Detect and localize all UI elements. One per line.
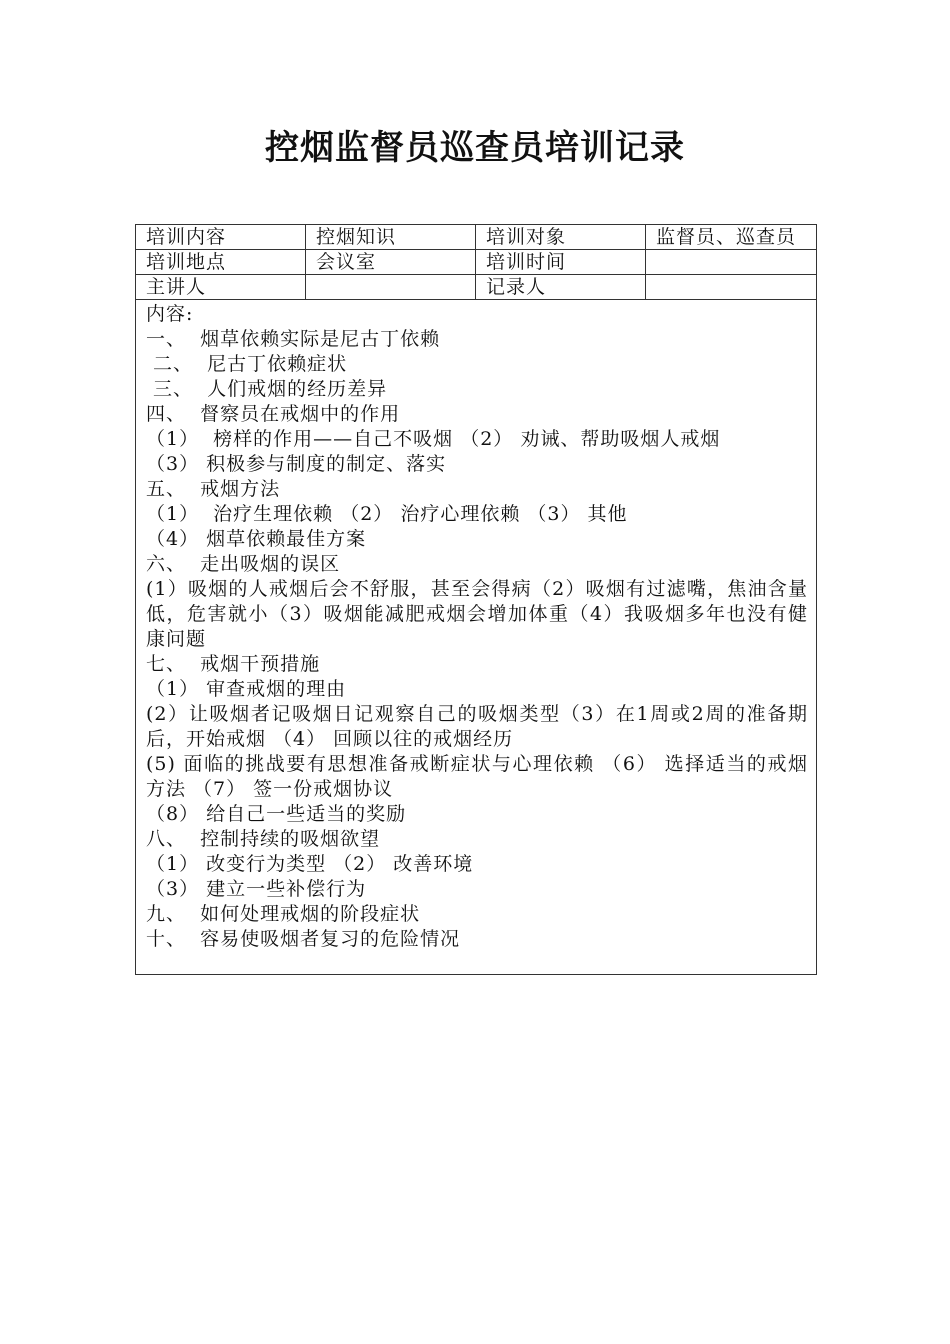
content-cell <box>136 300 817 975</box>
training-content-value: 控烟知识 <box>306 225 476 250</box>
content-line: 三、 人们戒烟的经历差异 <box>146 378 388 400</box>
content-line: 十、 容易使吸烟者复习的危险情况 <box>146 928 461 950</box>
content-line: 一、 烟草依赖实际是尼古丁依赖 <box>146 328 441 350</box>
content-line: (5) 面临的挑战要有思想准备戒断症状与心理依赖 （6） 选择适当的戒烟方法 （7） 签一份戒烟协议 <box>146 753 808 800</box>
training-time-value <box>646 250 817 275</box>
content-line: （3） 建立一些补偿行为 <box>146 878 367 900</box>
recorder-label: 记录人 <box>476 275 646 300</box>
content-line: （1） 治疗生理依赖 （2） 治疗心理依赖 （3） 其他 <box>146 503 628 525</box>
content-line: （3） 积极参与制度的制定、落实 <box>146 453 447 475</box>
content-line: （8） 给自己一些适当的奖励 <box>146 803 407 825</box>
training-content-label: 培训内容 <box>136 225 306 250</box>
training-record-table <box>135 224 817 975</box>
table-row <box>136 300 817 975</box>
content-line: （1） 审查戒烟的理由 <box>146 678 347 700</box>
recorder-value <box>646 275 817 300</box>
content-line: 九、 如何处理戒烟的阶段症状 <box>146 903 421 925</box>
content-line: 五、 戒烟方法 <box>146 478 281 500</box>
table-row <box>136 250 817 275</box>
content-line: 四、 督察员在戒烟中的作用 <box>146 403 401 425</box>
training-target-label: 培训对象 <box>476 225 646 250</box>
speaker-label: 主讲人 <box>136 275 306 300</box>
content-line: 八、 控制持续的吸烟欲望 <box>146 828 381 850</box>
speaker-value <box>306 275 476 300</box>
content-line: （4） 烟草依赖最佳方案 <box>146 528 367 550</box>
table-row <box>136 225 817 250</box>
training-target-value: 监督员、巡查员 <box>646 225 817 250</box>
content-line: 二、 尼古丁依赖症状 <box>146 353 348 375</box>
content-label: 内容: <box>146 303 194 325</box>
content-line: （1） 改变行为类型 （2） 改善环境 <box>146 853 474 875</box>
table-row <box>136 275 817 300</box>
training-location-value: 会议室 <box>306 250 476 275</box>
page-title: 控烟监督员巡查员培训记录 <box>265 128 685 168</box>
training-time-label: 培训时间 <box>476 250 646 275</box>
content-line: 七、 戒烟干预措施 <box>146 653 321 675</box>
content-line: 六、 走出吸烟的误区 <box>146 553 341 575</box>
content-line: (2）让吸烟者记吸烟日记观察自己的吸烟类型（3）在1周或2周的准备期后，开始戒烟 （4） 回顾以往的戒烟经历 <box>146 703 808 750</box>
training-location-label: 培训地点 <box>136 250 306 275</box>
content-line: (1）吸烟的人戒烟后会不舒服，甚至会得病（2）吸烟有过滤嘴，焦油含量低，危害就小（3）吸烟能减肥戒烟会增加体重（4）我吸烟多年也没有健康问题 <box>146 578 808 650</box>
content-line: （1） 榜样的作用——自己不吸烟 （2） 劝诫、帮助吸烟人戒烟 <box>146 428 721 450</box>
